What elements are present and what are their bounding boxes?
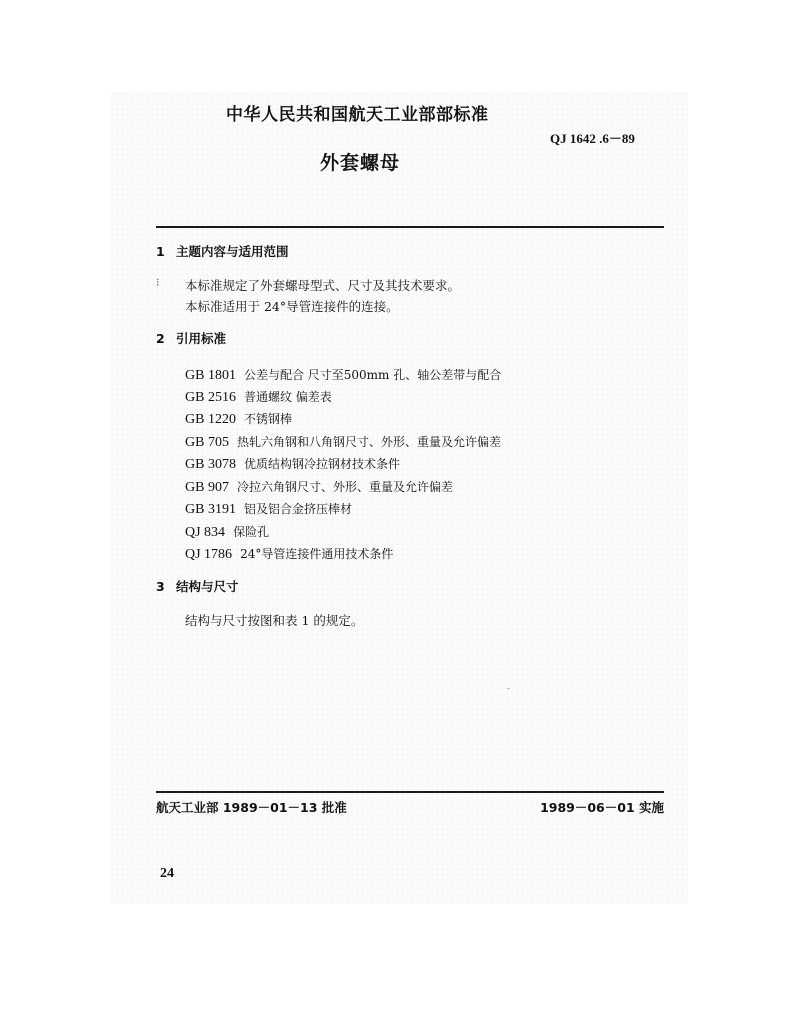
section-3-title: 结构与尺寸 — [176, 579, 239, 594]
section-1-paragraph-1: 本标准规定了外套螺母型式、尺寸及其技术要求。 — [185, 278, 461, 293]
reference-code: GB 3191 — [185, 502, 236, 517]
standard-code: QJ 1642 .6－89 — [550, 131, 635, 146]
reference-item — [185, 543, 393, 563]
reference-item — [185, 431, 501, 451]
reference-code: GB 705 — [185, 435, 229, 450]
reference-title: 公差与配合 尺寸至500mm 孔、轴公差带与配合 — [243, 368, 502, 382]
effective-date: 1989－06－01 实施 — [540, 800, 664, 815]
footer-rule — [156, 791, 664, 793]
reference-item — [185, 498, 352, 518]
reference-code: GB 1801 — [185, 368, 236, 383]
header-rule — [156, 226, 664, 228]
reference-item — [185, 453, 400, 473]
reference-code: GB 907 — [185, 480, 229, 495]
reference-title: 冷拉六角钢尺寸、外形、重量及允许偏差 — [236, 480, 453, 494]
section-2-number: 2 — [156, 331, 165, 346]
reference-item — [185, 386, 332, 406]
reference-code: GB 3078 — [185, 457, 236, 472]
reference-code: GB 2516 — [185, 390, 236, 405]
reference-title: 优质结构钢冷拉钢材技术条件 — [243, 457, 400, 471]
reference-code: QJ 1786 — [185, 547, 233, 562]
issuing-agency: 中华人民共和国航天工业部部标准 — [226, 105, 489, 125]
reference-item — [185, 408, 292, 428]
section-2-title: 引用标准 — [176, 331, 227, 346]
margin-mark: ⁝ — [156, 276, 160, 289]
section-3-number: 3 — [156, 579, 165, 594]
reference-item — [185, 521, 269, 541]
section-3-heading — [156, 577, 239, 595]
scan-speck: - — [507, 684, 511, 694]
section-1-paragraph-2: 本标准适用于 24°导管连接件的连接。 — [185, 299, 399, 314]
reference-title: 热轧六角钢和八角钢尺寸、外形、重量及允许偏差 — [236, 435, 501, 449]
section-1-heading — [156, 242, 289, 260]
page-number: 24 — [160, 866, 174, 881]
section-1-number: 1 — [156, 244, 165, 259]
reference-title: 不锈钢棒 — [243, 412, 292, 426]
reference-title: 普通螺纹 偏差表 — [243, 390, 332, 404]
reference-code: QJ 834 — [185, 525, 226, 540]
section-1-title: 主题内容与适用范围 — [176, 244, 289, 259]
reference-code: GB 1220 — [185, 412, 236, 427]
section-2-heading — [156, 329, 226, 347]
document-title: 外套螺母 — [320, 152, 401, 174]
approval-date: 航天工业部 1989－01－13 批准 — [156, 800, 347, 815]
section-3-paragraph-1: 结构与尺寸按图和表 1 的规定。 — [185, 613, 364, 628]
reference-item — [185, 364, 501, 384]
reference-item — [185, 476, 453, 496]
reference-title: 铝及铝合金挤压棒材 — [243, 502, 352, 516]
reference-title: 24°导管连接件通用技术条件 — [240, 547, 394, 561]
reference-title: 保险孔 — [233, 525, 270, 539]
